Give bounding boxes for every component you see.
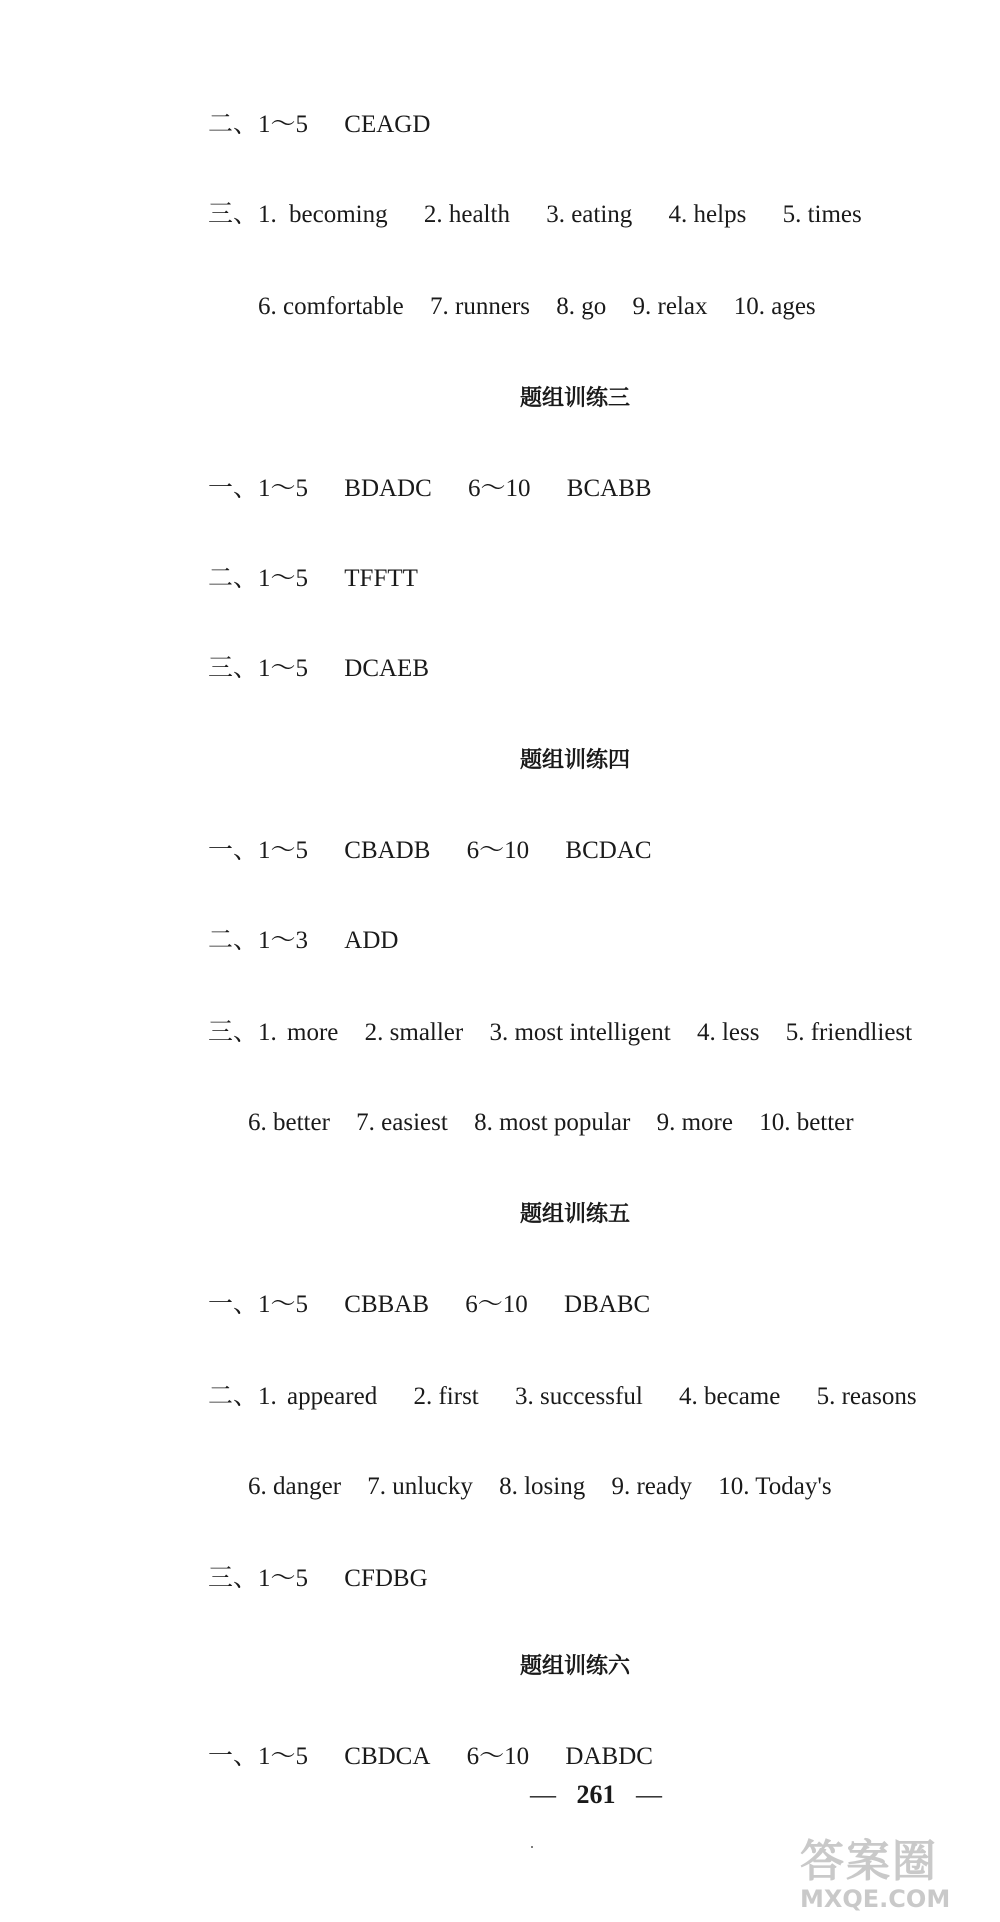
answer-line xyxy=(208,112,430,137)
answer-item: appeared xyxy=(287,1383,378,1410)
answer-item: becoming xyxy=(289,201,388,228)
section-title: 题组训练五 xyxy=(520,1202,631,1227)
answer-line xyxy=(208,928,398,953)
answer-line xyxy=(208,202,862,227)
answer-line xyxy=(208,1292,650,1317)
answer-item: 5. reasons xyxy=(816,1383,917,1410)
question-label: 三、1. xyxy=(208,1019,277,1046)
answer-item: 10. Today's xyxy=(718,1473,832,1500)
question-label: 一、1～5 xyxy=(208,1743,309,1770)
answer-item: 4. less xyxy=(696,1019,760,1046)
question-range: 6～10 xyxy=(465,1291,528,1318)
answer-item: 8. losing xyxy=(499,1473,586,1500)
question-label: 二、1～5 xyxy=(208,565,309,592)
answer-line xyxy=(208,476,652,501)
question-label: 三、1～5 xyxy=(208,1565,309,1592)
question-range: 6～10 xyxy=(468,475,531,502)
question-label: 三、1～5 xyxy=(208,655,309,682)
answer-line xyxy=(208,656,429,681)
question-range: 6～10 xyxy=(466,1743,530,1770)
question-label: 二、1～5 xyxy=(208,111,309,138)
answer-line xyxy=(208,1384,917,1409)
answer-line xyxy=(248,1474,832,1499)
answer-item: 8. go xyxy=(556,293,607,320)
answer-item: 4. helps xyxy=(668,201,747,228)
answer-text: CEAGD xyxy=(344,111,431,138)
question-label: 三、1. xyxy=(208,201,277,228)
answer-item: 10. better xyxy=(759,1109,854,1136)
answer-item: 9. relax xyxy=(632,293,708,320)
answer-line xyxy=(208,566,418,591)
watermark-url: MXQE.COM xyxy=(800,1885,951,1913)
answer-item: 8. most popular xyxy=(474,1109,631,1136)
answer-item: 3. eating xyxy=(546,201,633,228)
answer-line xyxy=(248,1110,854,1135)
answer-item: 2. health xyxy=(423,201,510,228)
question-label: 一、1～5 xyxy=(208,837,309,864)
question-label: 一、1～5 xyxy=(208,475,309,502)
section-title: 题组训练三 xyxy=(520,386,631,411)
answer-line xyxy=(208,1020,912,1045)
answer-text: TFFTT xyxy=(344,565,418,592)
answer-item: 6. comfortable xyxy=(258,293,404,320)
answer-text: BCABB xyxy=(566,475,652,502)
answer-item: 3. successful xyxy=(515,1383,643,1410)
answer-item: 10. ages xyxy=(733,293,816,320)
answer-text: ADD xyxy=(344,927,399,954)
answer-text: CFDBG xyxy=(344,1565,428,1592)
answer-item: 5. friendliest xyxy=(785,1019,913,1046)
section-title: 题组训练六 xyxy=(520,1654,631,1679)
ink-dot xyxy=(531,1846,533,1848)
answer-line xyxy=(208,1744,653,1769)
answer-text: DBABC xyxy=(564,1291,651,1318)
page-dash-left: — xyxy=(530,1780,556,1809)
question-range: 6～10 xyxy=(466,837,530,864)
page-number xyxy=(516,1780,676,1810)
question-label: 二、1. xyxy=(208,1383,277,1410)
answer-item: 5. times xyxy=(782,201,862,228)
answer-item: 4. became xyxy=(679,1383,781,1410)
answer-item: 3. most intelligent xyxy=(489,1019,671,1046)
answer-item: 9. more xyxy=(656,1109,733,1136)
answer-item: 2. first xyxy=(413,1383,479,1410)
answer-text: DCAEB xyxy=(344,655,429,682)
answer-text: CBDCA xyxy=(344,1743,431,1770)
question-label: 一、1～5 xyxy=(208,1291,309,1318)
page-dash-right: — xyxy=(636,1780,662,1809)
answer-item: 6. better xyxy=(248,1109,330,1136)
answer-item: 2. smaller xyxy=(364,1019,464,1046)
answer-item: 9. ready xyxy=(611,1473,692,1500)
answer-line xyxy=(258,294,816,319)
watermark-chars: 答案圈 xyxy=(800,1836,938,1887)
watermark-logo xyxy=(800,1825,990,1915)
answer-item: 6. danger xyxy=(248,1473,342,1500)
answer-item: more xyxy=(287,1019,339,1046)
question-label: 二、1～3 xyxy=(208,927,309,954)
answer-text: CBBAB xyxy=(344,1291,430,1318)
answer-text: CBADB xyxy=(344,837,431,864)
answer-text: DABDC xyxy=(565,1743,653,1770)
answer-item: 7. unlucky xyxy=(367,1473,473,1500)
answer-item: 7. runners xyxy=(430,293,531,320)
section-title: 题组训练四 xyxy=(520,748,631,773)
answer-item: 7. easiest xyxy=(356,1109,448,1136)
answer-text: BDADC xyxy=(344,475,432,502)
page-number-value: 261 xyxy=(576,1780,616,1809)
answer-text: BCDAC xyxy=(565,837,652,864)
answer-line xyxy=(208,1566,428,1591)
answer-line xyxy=(208,838,652,863)
